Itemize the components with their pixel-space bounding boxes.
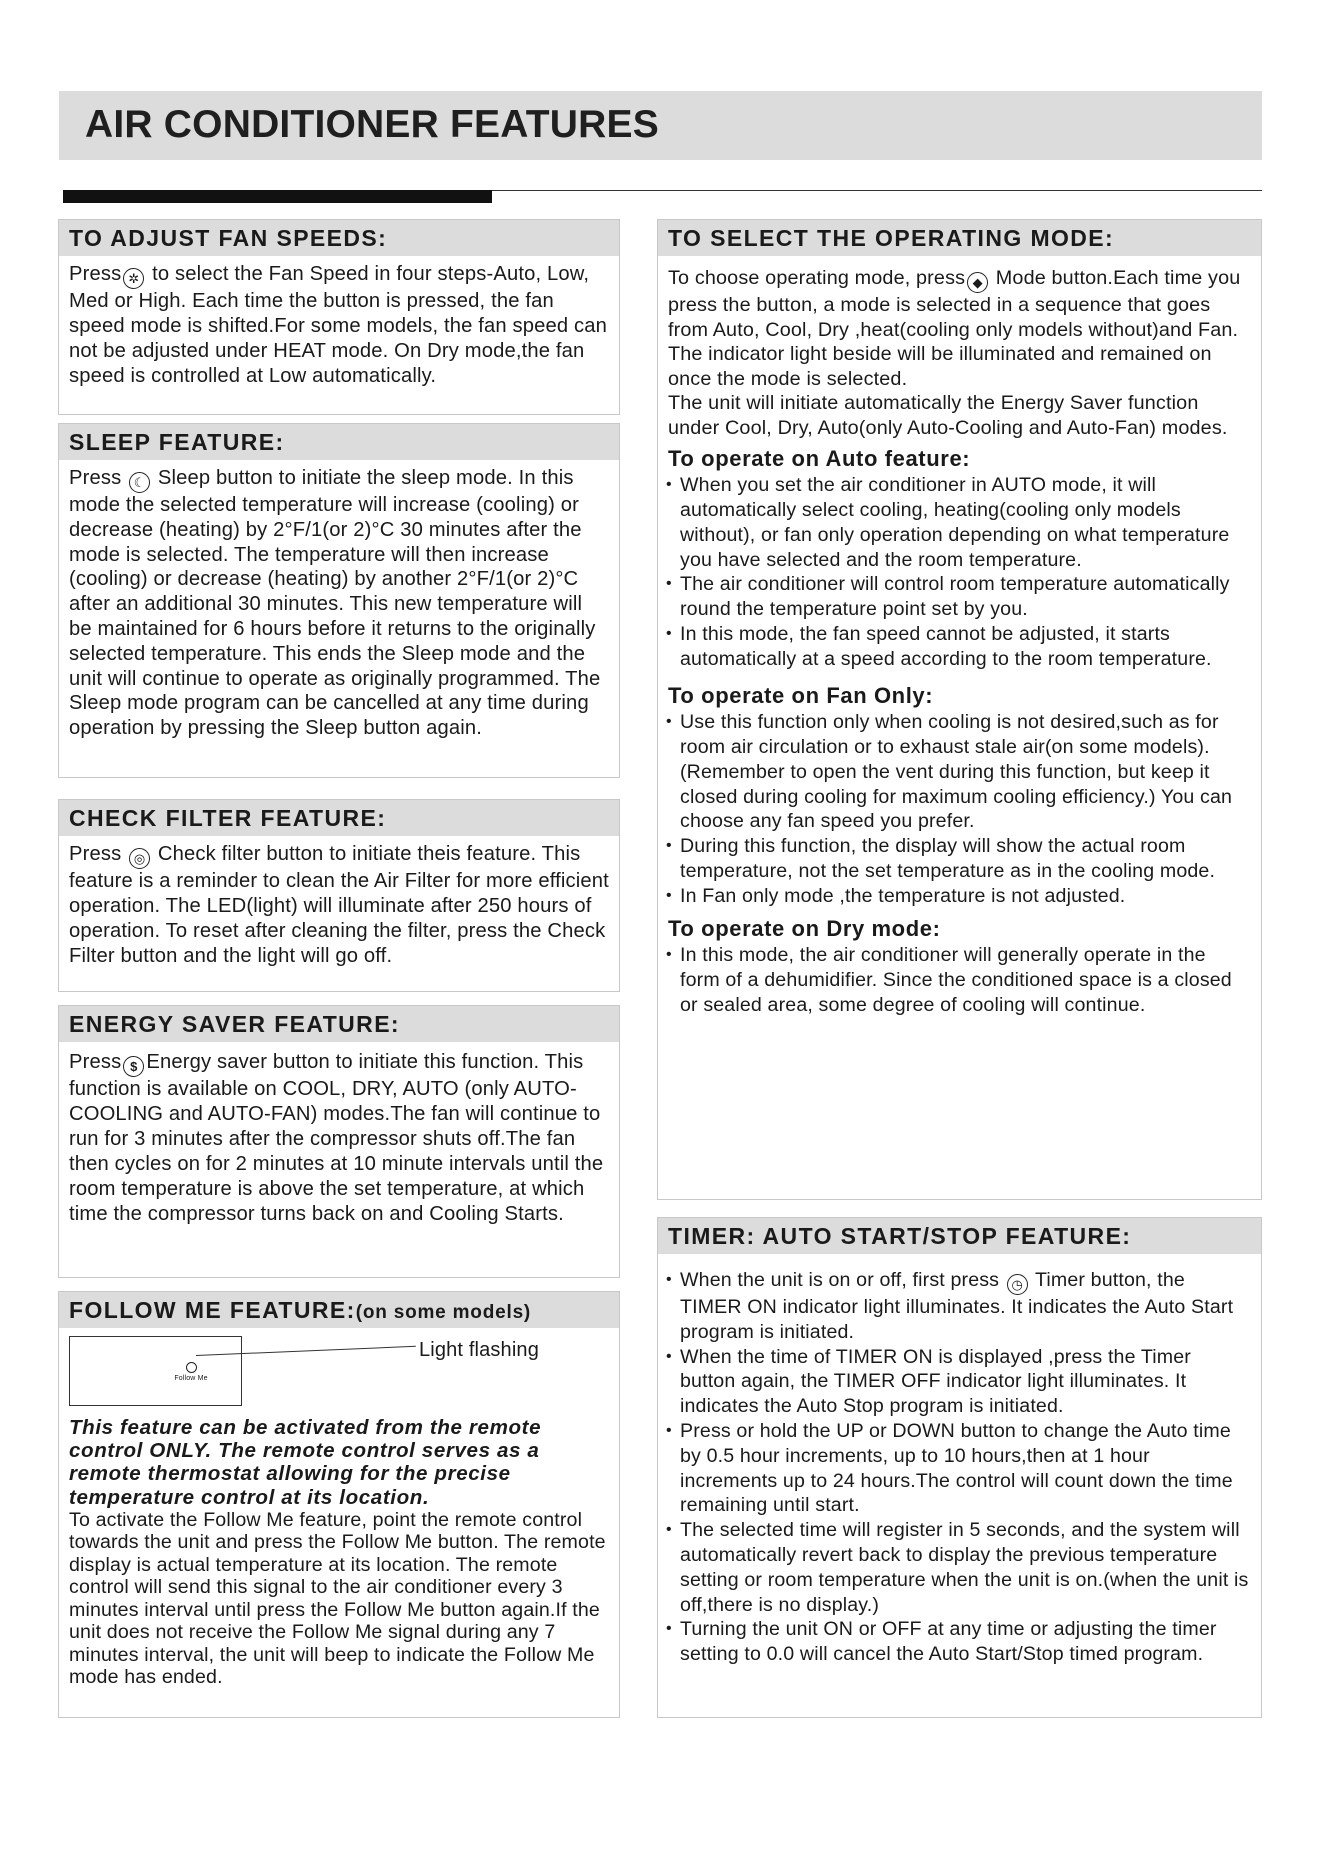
list-item: • Turning the unit ON or OFF at any time or adjusting the timer setting to 0.0 will cancel the Auto Start/Stop timed program.: [668, 1617, 1251, 1667]
energy-saver-heading: ENERGY SAVER FEATURE:: [59, 1006, 619, 1042]
auto-feature-title: To operate on Auto feature:: [668, 445, 971, 471]
energy-saver-section: [58, 1005, 620, 1278]
operating-mode-heading: TO SELECT THE OPERATING MODE:: [658, 220, 1261, 256]
list-item: • Press or hold the UP or DOWN button to change the Auto time by 0.5 hour increments, up to 10 hours,then at 1 hour increments up to 24 hours.The control will count down the time remaining until start.: [668, 1419, 1251, 1518]
follow-me-diagram-area: [69, 1336, 609, 1416]
follow-me-text: To activate the Follow Me feature, point the remote control towards the unit and press the Follow Me button. The remote display is actual temperature at its location. The remote control will send this signal to the air conditioner every 3 minutes interval until press the Follow Me button again.If the unit does not receive the Follow Me signal during any 7 minutes interval, the unit will beep to indicate the Follow Me mode has ended.: [69, 1508, 606, 1689]
check-filter-icon: ◎: [129, 848, 150, 869]
follow-me-body: [59, 1328, 619, 1693]
page-title: AIR CONDITIONER FEATURES: [85, 103, 659, 146]
mode-icon: ◆: [967, 272, 988, 293]
auto-feature-list: [668, 473, 1251, 671]
operating-mode-section: [657, 219, 1262, 1200]
list-item: • When you set the air conditioner in AUTO mode, it will automatically select cooling, heating(cooling only models without), or fan only operation depending on what temperature you have selected and the room temperature.: [668, 473, 1251, 572]
timer-list: [668, 1268, 1251, 1667]
sleep-body: Press ☾ Sleep button to initiate the sleep mode. In this mode the selected temperature will increase (cooling) or decrease (heating) by 2°F/1(or 2)°C 30 minutes after the mode is selected. The temperature will then increase (cooling) or decrease (heating) by another 2°F/1(or 2)°C after an additional 30 minutes. This new temperature will be maintained for 6 hours before it returns to the originally selected temperature. This ends the Sleep mode and the unit will continue to operate as originally programmed. The Sleep mode program can be cancelled at any time during operation by pressing the Sleep button again.: [69, 467, 601, 740]
list-item: • When the unit is on or off, first press ◷ Timer button, the TIMER ON indicator light illuminates. It indicates the Auto Start program is initiated.: [668, 1268, 1251, 1345]
list-item: • The selected time will register in 5 seconds, and the system will automatically revert back to display the previous temperature setting or room temperature when the unit is on.(when the unit is off,there is no display.): [668, 1518, 1251, 1617]
list-item: • In Fan only mode ,the temperature is not adjusted.: [668, 884, 1251, 909]
sleep-heading: SLEEP FEATURE:: [59, 424, 619, 460]
operating-mode-body: To choose operating mode, press ◆ Mode button.Each time you press the button, a mode is selected in a sequence that goes from Auto, Cool, Dry ,heat(cooling only models without)and Fan. The indicator light beside will be illuminated and remained on once the mode is selected. The unit will initiate automatically the Energy Saver function under Cool, Dry, Auto(only Auto-Cooling and Auto-Fan) modes. To operate on Auto feature: • When you set the air conditioner in AUTO mode, it will automatically select cooling, heating(cooling only models without), or fan only operation depending on what temperature you have selected and the room temperature. • The air conditioner will control room temperature automatically round the temperature point set by you. • In this mode, the fan speed cannot be adjusted, it starts automatically at a speed according to the room temperature. To operate on Fan Only: • Use this function only when cooling is not desired,such as for room air circulation or to exhaust stale air(on some models). (Remember to open the vent during this function, but keep it closed during cooling for maximum cooling efficiency.) You can choose any fan speed you prefer. • During this function, the display will show the actual room temperature, not the set temperature as in the cooling mode. • In Fan only mode ,the temperature is not adjusted. To operate on Dry mode: • In this mode, the air conditioner will generally operate in the form of a dehumidifier. Since the conditioned space is a closed or sealed area, some degree of cooling will continue.: [658, 256, 1261, 1021]
timer-section: [657, 1217, 1262, 1718]
follow-me-heading: FOLLOW ME FEATURE:(on some models): [59, 1292, 619, 1328]
energy-saver-icon: $: [123, 1056, 144, 1077]
follow-me-indicator-icon: [186, 1362, 197, 1373]
follow-me-section: [58, 1291, 620, 1718]
sleep-section: [58, 423, 620, 778]
energy-saver-body: Press $ Energy saver button to initiate this function. This function is available on COOL, DRY, AUTO (only AUTO-COOLING and AUTO-FAN) modes.The fan will continue to run for 3 minutes after the compressor shuts off.The fan then cycles on for 2 minutes at 10 minute intervals until the room temperature is above the set temperature, at which time the compressor turns back on and Cooling Starts.: [69, 1051, 604, 1225]
header-rule-thin: [492, 190, 1262, 191]
fan-speed-body: Press ✲ to select the Fan Speed in four steps-Auto, Low, Med or High. Each time the button is pressed, the fan speed mode is shifted.For some models, the fan speed can not be adjusted under HEAT mode. On Dry mode,the fan speed is controlled at Low automatically.: [69, 263, 608, 387]
dry-mode-title: To operate on Dry mode:: [668, 915, 941, 941]
list-item: • During this function, the display will show the actual room temperature, not the set temperature as in the cooling mode.: [668, 834, 1251, 884]
follow-me-emphasis: This feature can be activated from the remote control ONLY. The remote control serves as a remote thermostat allowing for the precise temperature control at its location.: [69, 1416, 542, 1509]
fan-only-list: [668, 710, 1251, 908]
check-filter-body: Press ◎ Check filter button to initiate theis feature. This feature is a reminder to clean the Air Filter for more efficient operation. The LED(light) will illuminate after 250 hours of operation. To reset after cleaning the filter, press the Check Filter button and the light will go off.: [69, 843, 609, 967]
timer-icon: ◷: [1007, 1274, 1028, 1295]
fan-speed-icon: ✲: [123, 268, 144, 289]
timer-body: [658, 1254, 1261, 1671]
follow-me-diagram-label: Follow Me: [174, 1375, 208, 1382]
header-rule-thick: [63, 190, 492, 203]
fan-only-title: To operate on Fan Only:: [668, 682, 934, 708]
check-filter-section: [58, 799, 620, 992]
title-band: [59, 91, 1262, 160]
fan-speed-section: [58, 219, 620, 415]
dry-mode-list: [668, 943, 1251, 1017]
list-item: • When the time of TIMER ON is displayed ,press the Timer button again, the TIMER OFF indicator light illuminates. It indicates the Auto Stop program is initiated.: [668, 1345, 1251, 1419]
light-flashing-label: Light flashing: [419, 1339, 539, 1361]
list-item: • In this mode, the air conditioner will generally operate in the form of a dehumidifier. Since the conditioned space is a closed or sealed area, some degree of cooling will continue.: [668, 943, 1251, 1017]
list-item: • The air conditioner will control room temperature automatically round the temperature point set by you.: [668, 572, 1251, 622]
follow-me-display-diagram: [69, 1336, 242, 1406]
fan-speed-heading: TO ADJUST FAN SPEEDS:: [59, 220, 619, 256]
timer-heading: TIMER: AUTO START/STOP FEATURE:: [658, 1218, 1261, 1254]
energy-saver-note: The unit will initiate automatically the Energy Saver function under Cool, Dry, Auto(only Auto-Cooling and Auto-Fan) modes.: [668, 392, 1228, 439]
list-item: • In this mode, the fan speed cannot be adjusted, it starts automatically at a speed according to the room temperature.: [668, 622, 1251, 672]
list-item: • Use this function only when cooling is not desired,such as for room air circulation or to exhaust stale air(on some models). (Remember to open the vent during this function, but keep it closed during cooling for maximum cooling efficiency.) You can choose any fan speed you prefer.: [668, 710, 1251, 834]
check-filter-heading: CHECK FILTER FEATURE:: [59, 800, 619, 836]
sleep-icon: ☾: [129, 472, 150, 493]
